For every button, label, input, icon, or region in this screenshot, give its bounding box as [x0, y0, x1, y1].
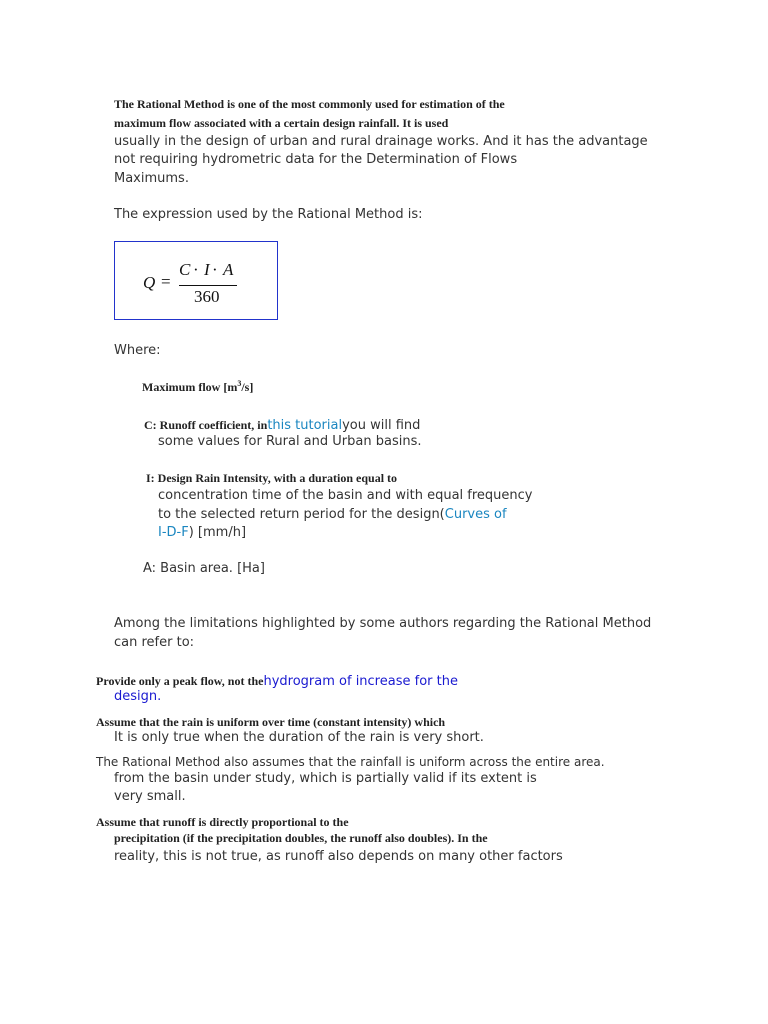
limitation-4-line-2: precipitation (if the precipitation doubles, the runoff also doubles). In the — [114, 831, 488, 845]
limitation-1-text: Provide only a peak flow, not the — [96, 674, 264, 688]
def-c-suffix: you will find — [342, 418, 421, 433]
intro-line-4: not requiring hydrometric data for the Determination of Flows — [114, 152, 518, 167]
limitation-2-line-1: Assume that the rain is uniform over time (constant intensity) which — [96, 715, 446, 729]
limitation-3-line-1: The Rational Method also assumes that the rainfall is uniform across the entire area. — [96, 755, 605, 769]
limitation-3-line-3: very small. — [114, 789, 186, 804]
limitation-4-line-1: Assume that runoff is directly proportional to the — [96, 815, 349, 829]
def-q-text: Maximum flow [m — [142, 380, 238, 394]
this-tutorial-link[interactable]: this tutorial — [267, 418, 343, 433]
intro-line-3: usually in the design of urban and rural drainage works. And it has the advantage — [114, 134, 648, 149]
limitations-intro-line-2: can refer to: — [114, 635, 195, 650]
def-q — [142, 380, 253, 395]
def-q-unit: /s] — [241, 380, 254, 394]
formula-fraction-bar — [179, 285, 237, 286]
expression-intro: The expression used by the Rational Method is: — [114, 207, 423, 222]
hydrogram-link-part-1[interactable]: hydrogram of increase for the — [263, 674, 458, 689]
limitation-1-line-2 — [114, 689, 161, 704]
def-i-line-4 — [158, 525, 246, 540]
where-label: Where: — [114, 343, 161, 358]
formula-dot-1: · — [193, 260, 199, 279]
def-c-line-1 — [144, 416, 420, 434]
def-a: A: Basin area. [Ha] — [143, 561, 265, 576]
formula-dot-2: · — [212, 260, 218, 279]
limitation-2-line-2: It is only true when the duration of the rain is very short. — [114, 730, 484, 745]
def-i-line-2: concentration time of the basin and with equal frequency — [158, 488, 533, 503]
formula-a: A — [223, 260, 234, 279]
limitations-intro-line-1: Among the limitations highlighted by some authors regarding the Rational Method — [114, 616, 652, 631]
formula-denominator: 360 — [194, 287, 220, 306]
formula-c: C — [179, 260, 191, 279]
def-c-line-2: some values for Rural and Urban basins. — [158, 434, 422, 449]
formula-image — [114, 241, 278, 320]
intro-line-5: Maximums. — [114, 171, 189, 186]
def-c-prefix: C: Runoff coefficient, in — [144, 418, 268, 432]
limitation-4-line-3: reality, this is not true, as runoff also depends on many other factors — [114, 849, 563, 864]
hydrogram-link-part-2[interactable]: design. — [114, 689, 162, 704]
curves-idf-link-part-2[interactable]: I-D-F — [158, 525, 189, 540]
def-q-sup: 3 — [237, 379, 242, 388]
def-i-line-4-suffix: ) [mm/h] — [188, 525, 247, 540]
def-i-line-3-text: to the selected return period for the design( — [158, 507, 445, 522]
intro-line-2: maximum flow associated with a certain design rainfall. It is used — [114, 116, 449, 130]
curves-idf-link-part-1[interactable]: Curves of — [444, 507, 507, 522]
limitation-item-1 — [92, 672, 458, 690]
limitation-item-3 — [92, 753, 605, 771]
limitation-item-2 — [92, 713, 445, 731]
intro-line-1: The Rational Method is one of the most commonly used for estimation of the — [114, 97, 505, 111]
formula-equals: = — [161, 272, 171, 291]
limitation-3-line-2: from the basin under study, which is partially valid if its extent is — [114, 771, 537, 786]
def-i-line-1: I: Design Rain Intensity, with a duration equal to — [146, 471, 398, 485]
formula-q: Q — [143, 273, 156, 292]
formula-i: I — [204, 260, 210, 279]
limitation-item-4 — [92, 813, 349, 831]
def-i-line-3 — [158, 507, 507, 522]
